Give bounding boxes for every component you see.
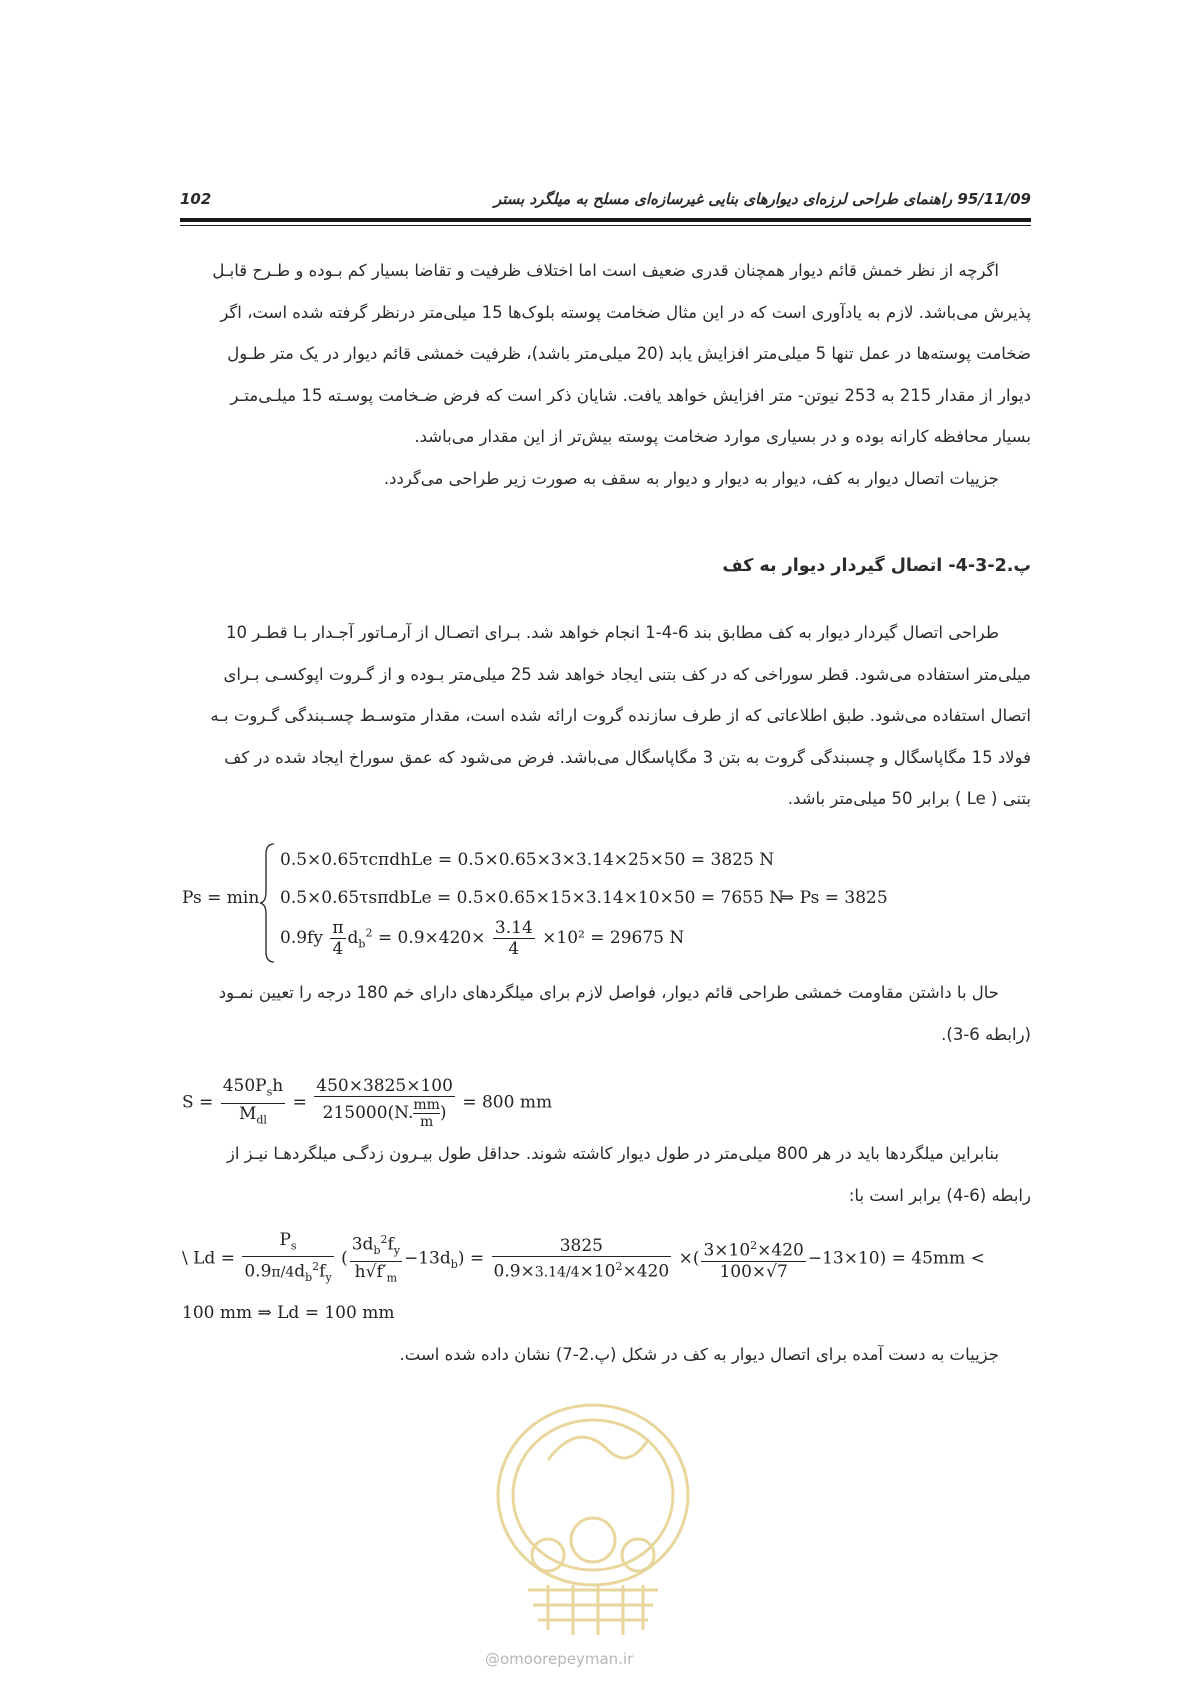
text: = 800 mm [462, 1092, 553, 1113]
text: S = [182, 1092, 214, 1113]
row: S = $\frac{450P_sh}{M_{dl}}$ = 450×3825×100 215000(N. $\frac{mm}{m}$ ) = 800 mm [182, 1076, 553, 1130]
fraction [242, 1230, 333, 1288]
line: فولاد 15 مگاپاسگال و چسبندگی گروت به بتن 3 مگاپاسگال می‌باشد. فرض می‌شود که عمق سوراخ ایجاد شده در کف [224, 747, 1031, 767]
line [180, 972, 1031, 1014]
denominator: $0.9\times 3.14/4\times 10^2\times 420$ [493, 1259, 670, 1282]
element: π/4 [271, 1265, 295, 1282]
element: m [420, 1114, 434, 1130]
line [180, 250, 1031, 292]
watermark-logo [488, 1390, 698, 1650]
numerator: 3.14 [494, 918, 533, 938]
paragraph-3 [180, 612, 1031, 820]
denominator: $0.9\pi/4d_b^2f_y$ [244, 1260, 332, 1285]
text: جزییات به دست آمده برای اتصال دیوار به کف در شکل (پ.2-7) نشان داده شده است. [399, 1345, 999, 1364]
denominator: $h√f'_m$ [354, 1262, 398, 1285]
numerator: $3d_b^2f_y$ [350, 1230, 402, 1262]
element [413, 1097, 440, 1130]
line [180, 458, 1031, 500]
denominator: $M_{dl}$ [238, 1103, 267, 1126]
ps-result: ⇒ Ps = 3825 [780, 888, 888, 908]
numerator: $3\times 10^2\times 420$ [701, 1236, 805, 1262]
header-rule-thin [180, 225, 1031, 226]
line: بتنی ( Le ) برابر 50 میلی‌متر باشد. [787, 789, 1031, 808]
denominator: 4 [508, 939, 520, 959]
ps-row-1: 0.5×0.65τcπdhLe = 0.5×0.65×3×3.14×25×50 = 3825 N [280, 850, 775, 870]
text: ×10² = 29675 N [542, 928, 685, 948]
line [180, 1334, 1031, 1376]
line [180, 612, 1031, 654]
line [180, 1133, 1031, 1175]
text: = 0.9×420× [377, 928, 486, 948]
page-number: 102 [180, 190, 212, 208]
line: (رابطه 6-3). [941, 1024, 1031, 1044]
numerator: 3825 [492, 1236, 672, 1257]
line: ضخامت پوسته‌ها در عمل تنها 5 میلی‌متر افزایش یابد (20 میلی‌متر باشد)، ظرفیت خمشی قائم دیوار در یک متر طـول [227, 344, 1031, 363]
equation-ps [180, 840, 940, 970]
fraction [330, 918, 345, 959]
fraction [492, 1236, 672, 1283]
line: دیوار از مقدار 215 به 253 نیوتن- متر افزایش خواهد یافت. شایان ذکر است که فرض ضـخامت پوسـته 15 میلـی‌متـر [230, 385, 1031, 405]
running-title: 95/11/09 راهنمای طراحی لرزه‌ای دیوارهای بنایی غیرسازه‌ای مسلح به میلگرد بستر [493, 190, 1031, 208]
paragraph-5 [180, 1133, 1031, 1216]
equation-ld [180, 1218, 985, 1298]
fraction [701, 1236, 805, 1282]
text: \ Ld = [182, 1248, 235, 1269]
ps-row-2: 0.5×0.65τsπdbLe = 0.5×0.65×15×3.14×10×50 = 7655 N [280, 888, 785, 908]
numerator: $P_s$ [242, 1230, 333, 1257]
denominator: 215000(N. $\frac{mm}{m}$ ) [322, 1097, 447, 1130]
page-header [180, 190, 1031, 218]
text: بنابراین میلگردها باید در هر 800 میلی‌متر در طول دیوار کاشته شوند. حداقل طول بیـرون زدگـی میلگردهـا نیـز از [226, 1144, 999, 1163]
text: جزییات اتصال دیوار به کف، دیوار به دیوار و دیوار به سقف به صورت زیر طراحی می‌گردد. [383, 468, 999, 488]
section-heading: پ.2-3-4- اتصال گیردار دیوار به کف [722, 556, 1031, 576]
fraction [221, 1076, 286, 1130]
ps-row-3: 0.9fy $\frac{\pi}{4}$ $d_b^2 = 0.9\times 420\times$ $\frac{3.14}{4}$ ×10² = 29675 N [280, 918, 685, 959]
element: mm [413, 1097, 440, 1113]
line: پذیرش می‌باشد. لازم به یادآوری است که در این مثال ضخامت پوسته بلوک‌ها 15 میلی‌متر درنظر گرفته شده است، اگر [220, 302, 1031, 322]
left-brace [258, 842, 276, 964]
watermark-text: @omoorepeyman.ir [485, 1650, 634, 1668]
text: 100 mm ⇒ Ld = 100 mm [182, 1303, 395, 1323]
text: 0.9fy [280, 928, 323, 948]
element: 3.14/4 [534, 1264, 580, 1281]
denominator: 100×√7 [719, 1262, 788, 1283]
line: بسیار محافظه کارانه بوده و در بسیاری موارد ضخامت پوسته بیش‌تر از این مقدار می‌باشد. [414, 427, 1031, 446]
paragraph-1 [180, 250, 1031, 499]
text: اگرچه از نظر خمش قائم دیوار همچنان قدری ضعیف است اما اختلاف ظرفیت و تقاضا بسیار کم بـوده و طـرح قابـل [212, 261, 999, 280]
line: رابطه (6-4) برابر است با: [848, 1185, 1031, 1205]
equation-ld-final [182, 1303, 394, 1323]
fraction [493, 918, 535, 959]
line: اتصال استفاده می‌شود. طبق اطلاعاتی که از طرف سازنده گروت ارائه شده است، مقدار متوسـط چسـبندگی گـروت بـه [210, 706, 1031, 725]
text: = 45mm < [891, 1248, 985, 1269]
row: \ Ld = $\frac{P_s}{0.9\pi/4d_b^2f_y}$ ( $\frac{3d_b^2f_y}{h√f'_m}$ $-13d_b$) = $\frac{3825}{0.9\times 3.14/4\times 10^2\times 420}$ ×( $\frac{3\times 10^2\times 420}{100\times√7}$ −13×10) = 45mm < [182, 1230, 985, 1288]
paragraph-6 [180, 1334, 1031, 1376]
equation-s [180, 1058, 580, 1130]
text: حال با داشتن مقاومت خمشی طراحی قائم دیوار، فواصل لازم برای میلگردهای دارای خم 180 درجه را تعیین نمـود [218, 983, 999, 1002]
text: طراحی اتصال گیردار دیوار به کف مطابق بند 6-4-1 انجام خواهد شد. بـرای اتصـال از آرمـاتور آجـدار بـا قطـر 10 [226, 623, 999, 642]
fraction [350, 1230, 402, 1288]
numerator: π [332, 918, 344, 938]
denominator: 4 [332, 939, 344, 959]
numerator: 450×3825×100 [316, 1076, 453, 1096]
header-rule [180, 218, 1031, 222]
line: میلی‌متر استفاده می‌شود. قطر سوراخی که در کف بتنی ایجاد خواهد شد 25 میلی‌متر بـوده و از گـروت اپوکسـی بـرای [223, 664, 1031, 684]
ps-lhs: Ps = min [182, 888, 260, 908]
paragraph-4 [180, 972, 1031, 1055]
fraction [314, 1076, 455, 1130]
numerator: $450P_sh$ [221, 1076, 286, 1103]
